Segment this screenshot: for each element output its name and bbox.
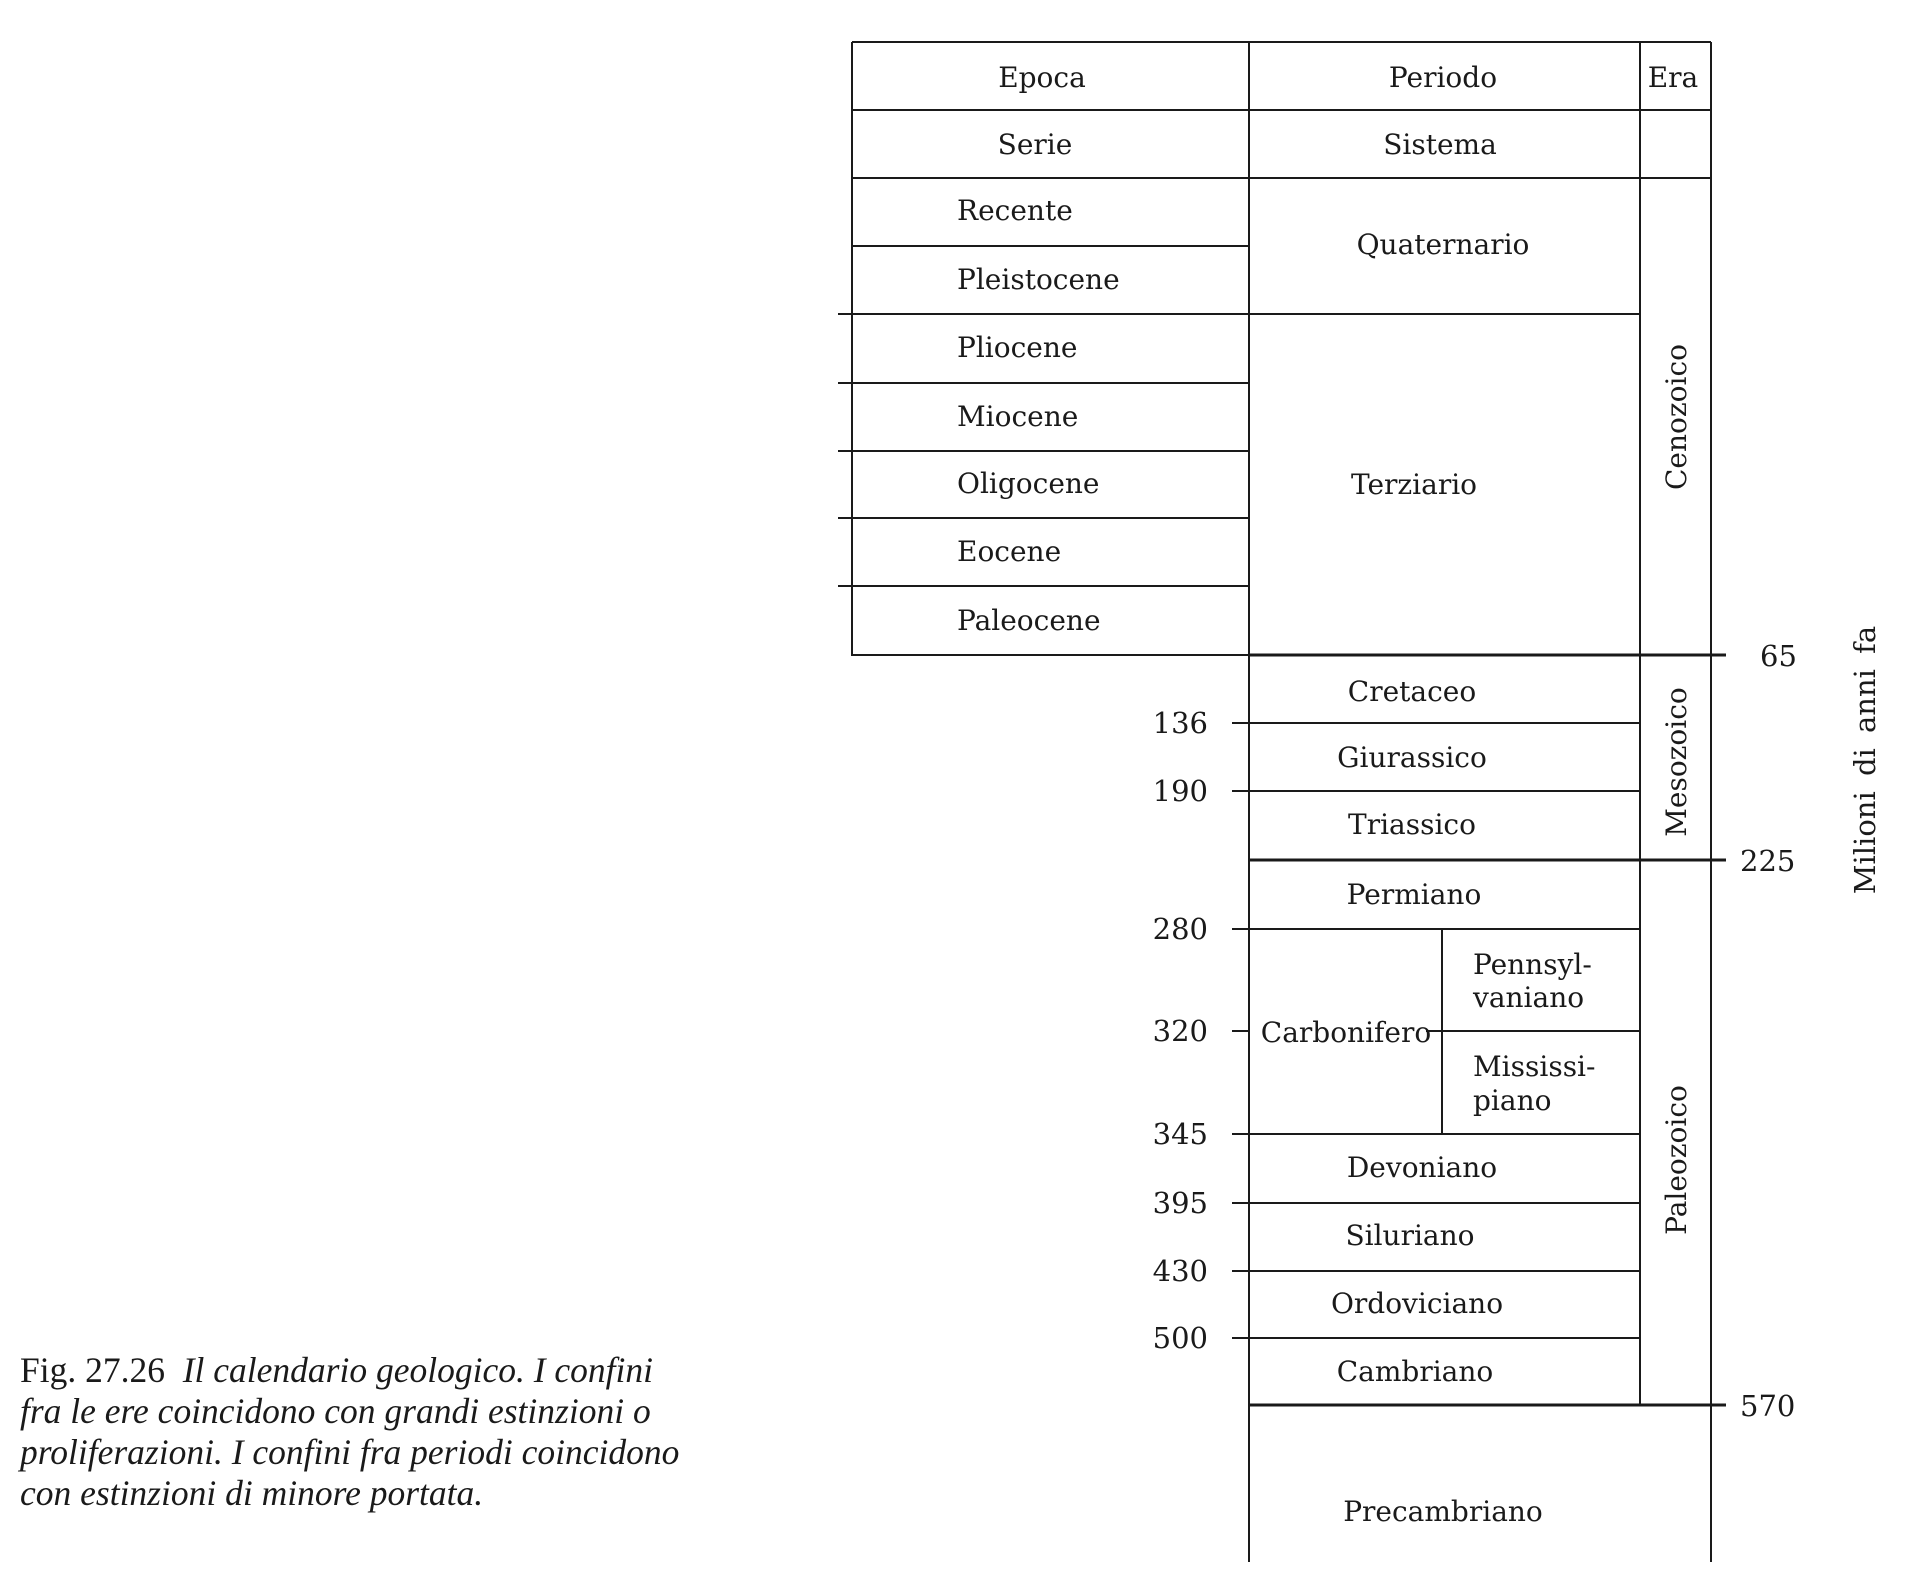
epoch-eocene: Eocene: [957, 535, 1062, 568]
age-280: 280: [1152, 912, 1208, 946]
header-era: Era: [1647, 61, 1699, 94]
caption-text: Il calendario geologico. I confini fra le ere coincidono con grandi estinzioni o proliferazioni. I confini fra periodi coincidono con estinzioni di minore portata.: [20, 1350, 680, 1513]
age-320: 320: [1152, 1014, 1208, 1048]
header-periodo: Periodo: [1388, 61, 1498, 94]
figure-caption: [20, 1350, 685, 1514]
caption-figure-number: Fig. 27.26: [20, 1350, 165, 1390]
period-giurassico: Giurassico: [1337, 741, 1487, 774]
period-pennsylvaniano-line2: vaniano: [1473, 981, 1585, 1014]
epoch-paleocene: Paleocene: [957, 604, 1101, 637]
era-cenozoico: Cenozoico: [1660, 344, 1693, 490]
period-siluriano: Siluriano: [1345, 1219, 1475, 1252]
age-570: 570: [1740, 1389, 1796, 1423]
period-terziario: Terziario: [1350, 468, 1478, 501]
age-500: 500: [1152, 1321, 1208, 1355]
age-395: 395: [1152, 1186, 1208, 1220]
period-mississipiano-line1: Mississi-: [1473, 1050, 1596, 1083]
age-136: 136: [1152, 706, 1208, 740]
period-triassico: Triassico: [1348, 808, 1476, 841]
header-serie: Serie: [997, 128, 1073, 161]
period-quaternario: Quaternario: [1356, 228, 1530, 261]
epoch-pleistocene: Pleistocene: [957, 263, 1120, 296]
age-345: 345: [1152, 1117, 1208, 1151]
axis-label-milioni-di-anni-fa: Milioni di anni fa: [1848, 625, 1882, 895]
period-ordoviciano: Ordoviciano: [1330, 1287, 1504, 1320]
epoch-miocene: Miocene: [957, 400, 1079, 433]
period-cambriano: Cambriano: [1336, 1355, 1494, 1388]
age-190: 190: [1152, 774, 1208, 808]
period-devoniano: Devoniano: [1346, 1151, 1498, 1184]
period-permiano: Permiano: [1346, 878, 1482, 911]
period-cretaceo: Cretaceo: [1347, 675, 1477, 708]
period-pennsylvaniano-line1: Pennsyl-: [1473, 948, 1592, 981]
age-430: 430: [1152, 1254, 1208, 1288]
period-precambriano: Precambriano: [1343, 1495, 1543, 1528]
period-carbonifero: Carbonifero: [1260, 1016, 1432, 1049]
header-epoca: Epoca: [998, 61, 1086, 94]
epoch-recente: Recente: [957, 194, 1073, 227]
age-65: 65: [1760, 639, 1797, 673]
era-mesozoico: Mesozoico: [1660, 687, 1693, 837]
age-225: 225: [1740, 844, 1796, 878]
header-sistema: Sistema: [1383, 128, 1497, 161]
epoch-pliocene: Pliocene: [957, 331, 1078, 364]
epoch-oligocene: Oligocene: [957, 467, 1100, 500]
era-paleozoico: Paleozoico: [1660, 1085, 1693, 1235]
period-mississipiano-line2: piano: [1473, 1084, 1552, 1117]
